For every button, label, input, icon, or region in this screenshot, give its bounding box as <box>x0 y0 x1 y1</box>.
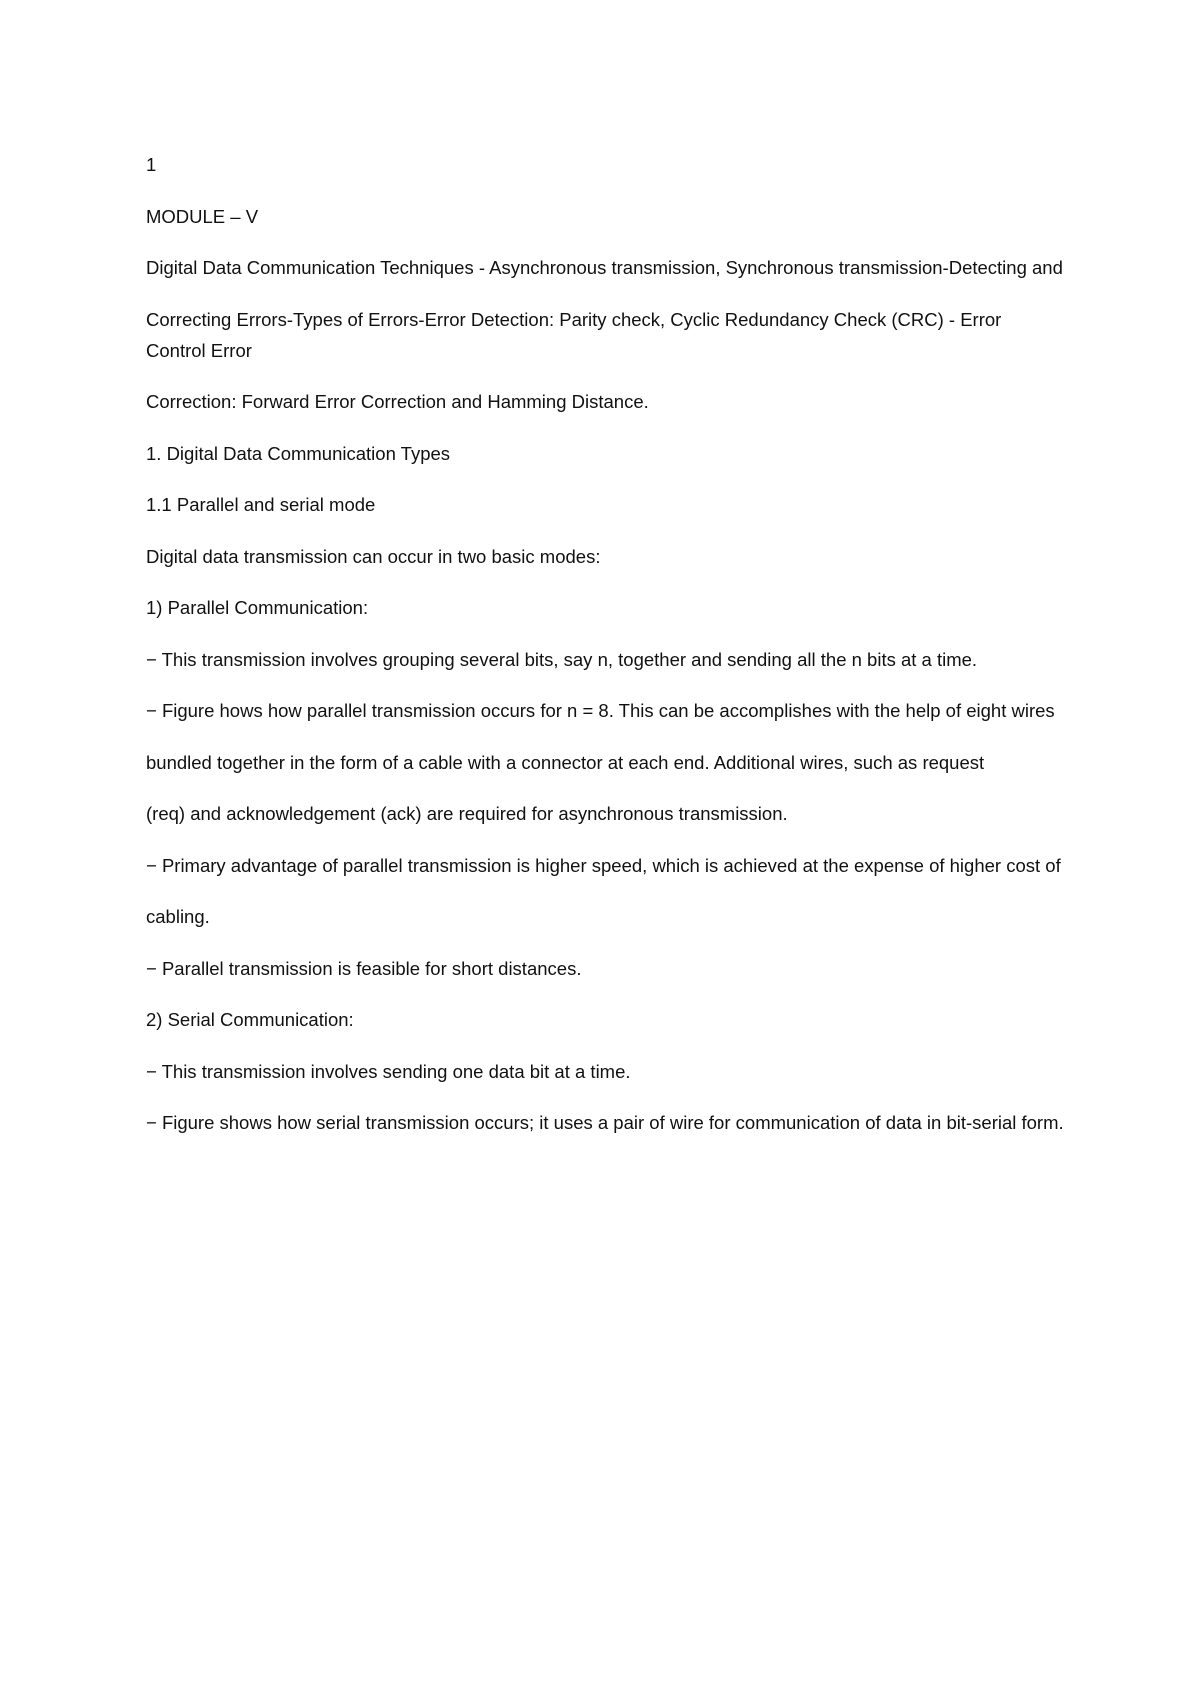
bullet-item: − Parallel transmission is feasible for short distances. <box>146 957 582 979</box>
paragraph: cabling. <box>146 906 210 927</box>
paragraph: Digital data transmission can occur in two basic modes: <box>146 545 601 567</box>
bullet-item: − Figure hows how parallel transmission occurs for n = 8. This can be accomplishes with the help of eight wires <box>146 700 1055 721</box>
subsection-heading: 1.1 Parallel and serial mode <box>146 494 376 515</box>
page-number: 1 <box>146 154 157 175</box>
list-heading: 2) Serial Communication: <box>146 1009 354 1030</box>
bullet-item: − This transmission involves grouping several bits, say n, together and sending all the n bits at a time. <box>146 648 978 670</box>
bullet-item: − This transmission involves sending one data bit at a time. <box>146 1060 631 1082</box>
bullet-item: − Figure shows how serial transmission occurs; it uses a pair of wire for communication of data in bit-serial form. <box>146 1112 1064 1133</box>
paragraph: Correction: Forward Error Correction and Hamming Distance. <box>146 391 649 412</box>
module-heading: MODULE – V <box>146 205 259 227</box>
section-heading: 1. Digital Data Communication Types <box>146 442 451 464</box>
document-page <box>146 149 1066 1159</box>
paragraph: Digital Data Communication Techniques - Asynchronous transmission, Synchronous transmission-Detecting and <box>146 257 1063 278</box>
paragraph: (req) and acknowledgement (ack) are required for asynchronous transmission. <box>146 803 788 824</box>
paragraph: bundled together in the form of a cable with a connector at each end. Additional wires, such as request <box>146 751 985 773</box>
paragraph: Correcting Errors-Types of Errors-Error Detection: Parity check, Cyclic Redundancy Check (CRC) - Error Control Error <box>146 308 1002 361</box>
list-heading: 1) Parallel Communication: <box>146 597 369 618</box>
bullet-item: − Primary advantage of parallel transmission is higher speed, which is achieved at the expense of higher cost of <box>146 854 1061 876</box>
